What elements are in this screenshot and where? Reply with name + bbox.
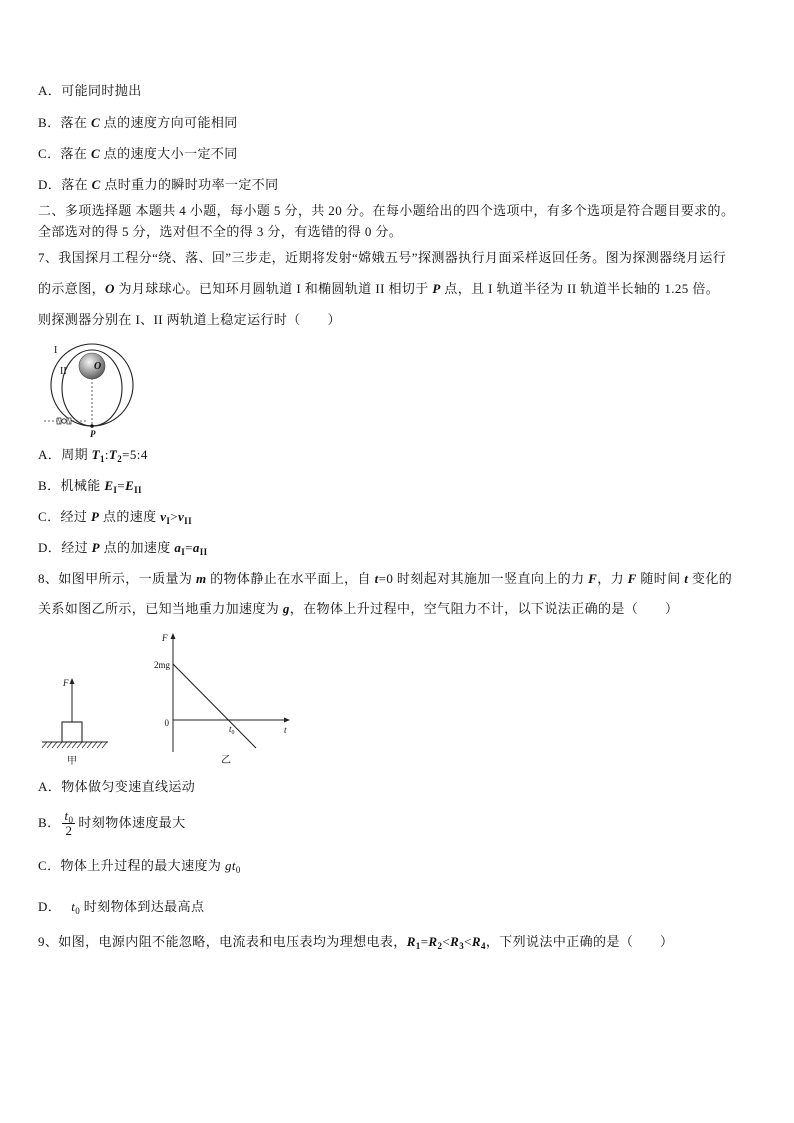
subscript: 4	[480, 941, 486, 951]
q8-option-c	[38, 858, 241, 874]
section-heading: 二、多项选择题 本题共 4 小题，每小题 5 分，共 20 分。在每小题给出的四个选项中，有多个选项是符合题目要求的。	[38, 203, 735, 218]
subscript: 3	[459, 941, 465, 951]
operator: <	[464, 934, 472, 949]
option-label: C．	[38, 858, 61, 873]
q7-option-b	[38, 478, 142, 494]
q7-stem-line2	[38, 281, 719, 297]
q8-option-a	[38, 779, 195, 795]
q6-option-b	[38, 115, 238, 131]
q6-option-c	[38, 146, 238, 162]
variable: T	[108, 447, 118, 462]
force-variable: F	[588, 571, 598, 586]
subscript: 1	[415, 941, 421, 951]
q7-option-a	[38, 447, 148, 463]
subscript: 2	[437, 941, 443, 951]
point-variable: C	[91, 177, 101, 192]
point-p-label: P	[90, 429, 96, 439]
subscript: I	[181, 547, 186, 557]
option-text: 时刻物体速度最大	[78, 815, 186, 830]
option-text: 物体做匀变速直线运动	[61, 779, 196, 794]
point-p-dot	[90, 424, 94, 428]
q8-stem-line1	[38, 571, 732, 587]
stem-text: 9、如图，电源内阻不能忽略，电流表和电压表均为理想电表，	[38, 934, 407, 949]
operator: =	[420, 934, 429, 949]
option-text: 物体上升过程的最大速度为	[60, 858, 225, 873]
stem-text: 的物体静止在水平面上，自	[206, 571, 375, 586]
fraction-numerator	[62, 809, 75, 824]
stem-text: ，力	[597, 571, 628, 586]
stem-text: 点，且 I 轨道半径为 II 轨道半长轴的 1.25 倍。	[440, 281, 720, 296]
q8-option-d	[38, 899, 204, 915]
option-text: 点的速度方向可能相同	[100, 115, 238, 130]
option-text: 时刻物体到达最高点	[80, 899, 205, 914]
gravity-variable: g	[282, 601, 290, 616]
operator: =	[185, 540, 193, 555]
q8-stem-line2	[38, 601, 678, 617]
q8-option-b	[38, 807, 186, 839]
y-axis-label: F	[162, 633, 168, 643]
resistor-variable: R	[471, 934, 481, 949]
variable: v	[160, 509, 167, 524]
q9-stem	[38, 934, 673, 950]
q7-option-d	[38, 540, 208, 556]
fraction	[62, 809, 75, 838]
option-label: C．	[38, 509, 61, 524]
operator: <	[442, 934, 451, 949]
time-variable: t	[684, 571, 689, 586]
q7-stem-line1: 7、我国探月工程分“绕、落、回”三步走，近期将发射“嫦娥五号”探测器执行月面采样返回任务。图为探测器绕月运行	[38, 250, 727, 265]
subscript: 1	[100, 454, 105, 464]
point-variable: C	[90, 115, 101, 130]
q7-stem-line3: 则探测器分别在 I、II 两轨道上稳定运行时（ ）	[38, 312, 341, 327]
option-text: 点的速度	[99, 509, 161, 524]
option-text: 点的加速度	[100, 540, 175, 555]
time-variable: t	[231, 858, 236, 873]
option-text: 落在	[60, 146, 91, 161]
option-text: 经过	[61, 540, 92, 555]
subscript: 0	[235, 865, 241, 875]
option-label: D．	[38, 899, 62, 914]
center-o-label: O	[94, 361, 102, 372]
point-variable: P	[91, 540, 100, 555]
variable: a	[174, 540, 182, 555]
subscript: I	[113, 485, 118, 495]
stem-text: 关系如图乙所示，已知当地重力加速度为	[38, 601, 283, 616]
force-label: F	[63, 678, 69, 688]
ground-hatching	[42, 742, 107, 748]
probe-icon	[57, 418, 71, 424]
block	[62, 722, 82, 742]
operator: :	[104, 447, 109, 462]
figure-caption: 甲	[67, 756, 77, 767]
figure-caption: 乙	[221, 755, 231, 766]
stem-text: 随时间	[636, 571, 685, 586]
ratio-value: =5:4	[122, 447, 148, 462]
stem-text: 变化的	[688, 571, 733, 586]
option-text: 落在	[60, 115, 91, 130]
variable: a	[192, 540, 200, 555]
x-axis-label: t	[284, 725, 287, 735]
q7-option-c	[38, 509, 192, 525]
point-variable: C	[90, 146, 101, 161]
option-label: D．	[38, 540, 62, 555]
option-label: B．	[38, 115, 61, 130]
option-text: 点的速度大小一定不同	[100, 146, 238, 161]
subscript: I	[166, 516, 171, 526]
t0-subscript: 0	[231, 730, 235, 736]
mass-variable: m	[195, 571, 207, 586]
subscript: II	[184, 516, 192, 526]
stem-text: 为月球球心。已知环月圆轨道 I 和椭圆轨道 II 相切于	[114, 281, 433, 296]
gravity-variable: g	[224, 858, 232, 873]
x-axis-arrow	[284, 718, 290, 723]
subscript: II	[199, 547, 208, 557]
option-label: B．	[38, 478, 61, 493]
option-text: 经过	[60, 509, 91, 524]
y-value-label: 2mg	[153, 660, 170, 670]
y-axis-arrow	[171, 633, 176, 639]
variable: E	[125, 478, 135, 493]
orbit-i-label: I	[54, 345, 58, 356]
resistor-variable: R	[450, 934, 460, 949]
variable: E	[104, 478, 114, 493]
time-variable: t	[71, 899, 76, 914]
operator: >	[170, 509, 178, 524]
fraction-denominator: 2	[65, 822, 73, 838]
option-text: 落在	[61, 177, 92, 192]
point-variable: P	[90, 509, 100, 524]
q6-option-a	[38, 83, 142, 99]
point-variable: P	[432, 281, 441, 296]
stem-text: 8、如图甲所示，一质量为	[38, 571, 196, 586]
variable: T	[91, 447, 100, 462]
option-label: B．	[38, 815, 61, 830]
option-label: A．	[38, 779, 62, 794]
stem-text: 的示意图，	[38, 281, 106, 296]
option-text: 可能同时抛出	[61, 83, 142, 98]
time-variable: t	[64, 807, 69, 823]
subscript: 2	[117, 454, 123, 464]
option-label: C．	[38, 146, 61, 161]
stem-text: ，在物体上升过程中，空气阻力不计，以下说法正确的是（ ）	[289, 601, 679, 616]
center-variable: O	[105, 281, 115, 296]
force-arrow-head	[70, 678, 75, 684]
option-label: A．	[38, 447, 62, 462]
figure-yi-force-time-graph	[145, 628, 295, 768]
t0-symbol: t	[229, 724, 232, 734]
subscript: 0	[75, 906, 81, 916]
operator: =	[117, 478, 126, 493]
stem-text: =0 时刻起对其施加一竖直向上的力	[378, 571, 589, 586]
lunar-orbit-diagram	[40, 336, 150, 440]
option-text: 机械能	[60, 478, 105, 493]
origin-label: 0	[164, 718, 169, 728]
q6-option-d	[38, 177, 279, 193]
option-label: D．	[38, 177, 62, 192]
resistor-variable: R	[406, 934, 416, 949]
subscript: 0	[68, 814, 74, 825]
time-variable: t	[374, 571, 379, 586]
force-variable: F	[627, 571, 637, 586]
option-label: A．	[38, 83, 62, 98]
stem-text: ，下列说法中正确的是（ ）	[485, 934, 674, 949]
figure-jia-block-on-ground	[38, 670, 118, 770]
section-instructions: 全部选对的得 5 分，选对但不全的得 3 分，有选错的得 0 分。	[38, 224, 403, 239]
resistor-variable: R	[428, 934, 438, 949]
force-line	[173, 664, 256, 748]
orbit-ii-label: II	[60, 366, 67, 377]
option-text: 点时重力的瞬时功率一定不同	[100, 177, 279, 192]
variable: v	[178, 509, 185, 524]
option-text: 周期	[61, 447, 92, 462]
subscript: II	[134, 485, 142, 495]
